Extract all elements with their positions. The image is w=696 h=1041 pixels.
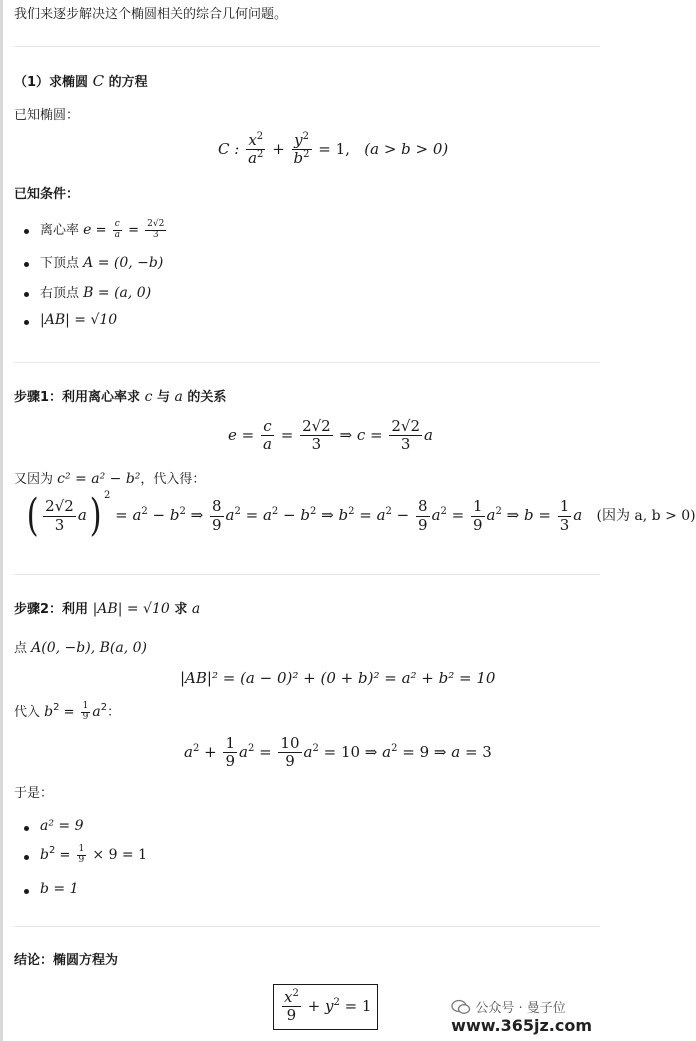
bullet-icon: [24, 826, 29, 831]
final-equation: [273, 984, 378, 1030]
left-border: [0, 0, 3, 1041]
bullet-icon: [24, 855, 29, 860]
answer-box: $\frac{x^2}{9}$ + $y^2 = 1$: [273, 984, 378, 1030]
conditions-title: 已知条件：: [14, 187, 80, 202]
part1-heading: （1）求椭圆 C 的方程: [14, 72, 148, 90]
divider: [14, 574, 600, 575]
watermark: [451, 997, 592, 1035]
conclusion-heading: 结论：椭圆方程为: [14, 953, 119, 968]
divider: [14, 926, 600, 927]
known-ellipse-label: 已知椭圆：: [14, 108, 80, 123]
watermark-site: www.365jz.com: [451, 1016, 592, 1035]
condition-ab-length: |AB| = √10: [40, 312, 118, 328]
step2-heading: 步骤2：利用 |AB| = √10 求 a: [14, 601, 201, 617]
also-because-line: 又因为 c² = a² − b²，代入得：: [14, 471, 206, 487]
result-b-squared: $b^2$ = $\frac{1}{9}$ × 9 = 1: [40, 844, 148, 865]
condition-lower-vertex: 下顶点 A = (0, −b): [40, 255, 164, 271]
points-line: 点 A(0, −b), B(a, 0): [14, 640, 147, 656]
bullet-icon: [24, 292, 29, 297]
bullet-icon: [24, 320, 29, 325]
eccentricity-equation: e = $\frac{c}{a}$ = $\frac{2√2}{3}$ ⇒ c = $\frac{2√2}{3}$ a: [228, 417, 433, 454]
bullet-icon: [24, 262, 29, 267]
watermark-account: 公众号 · 曼子位: [475, 1001, 566, 1016]
so-label: 于是：: [14, 786, 54, 801]
substitute-line: 代入 $b^2$ = $\frac{1}{9}$ $a^2$：: [14, 701, 121, 722]
divider: [14, 362, 600, 363]
result-a-squared: a² = 9: [40, 818, 84, 834]
solve-a-equation: $a^2$ + $\frac{1}{9}$ $a^2$ = $\frac{10}{9}$ $a^2 = 10$ ⇒ $a^2 = 9$ ⇒ a = 3: [184, 734, 492, 771]
intro-text: 我们来逐步解决这个椭圆相关的综合几何问题。: [14, 7, 288, 22]
condition-right-vertex: 右顶点 B = (a, 0): [40, 285, 152, 301]
wechat-icon: [451, 1001, 475, 1016]
ellipse-equation: C : $\frac{x^2}{a^2}$ + $\frac{y^2}{b^2}$ = 1, (a > b > 0): [218, 131, 449, 168]
bullet-icon: [24, 229, 29, 234]
step1-heading: 步骤1：利用离心率求 c 与 a 的关系: [14, 389, 227, 405]
substitution-chain: ( $\frac{2√2}{3}$ a) $^2 = a^2 - b^2$ ⇒ $\frac{8}{9}$ $a^2 = a^2 - b^2$ ⇒ $b^2 = a^2$ − $\frac{8}{9}$ $a^2$ = $\frac{1}{9}$ $a^2$ ⇒ b = $\frac{1}{3}$ a (因为 a, b > 0): [26, 490, 696, 541]
result-b: b = 1: [40, 881, 79, 897]
distance-equation: |AB|² = (a − 0)² + (0 + b)² = a² + b² = 10: [180, 669, 496, 687]
bullet-icon: [24, 889, 29, 894]
divider: [14, 46, 600, 47]
condition-eccentricity: 离心率 e = $\frac{c}{a}$ = $\frac{2√2}{3}$: [40, 219, 165, 240]
